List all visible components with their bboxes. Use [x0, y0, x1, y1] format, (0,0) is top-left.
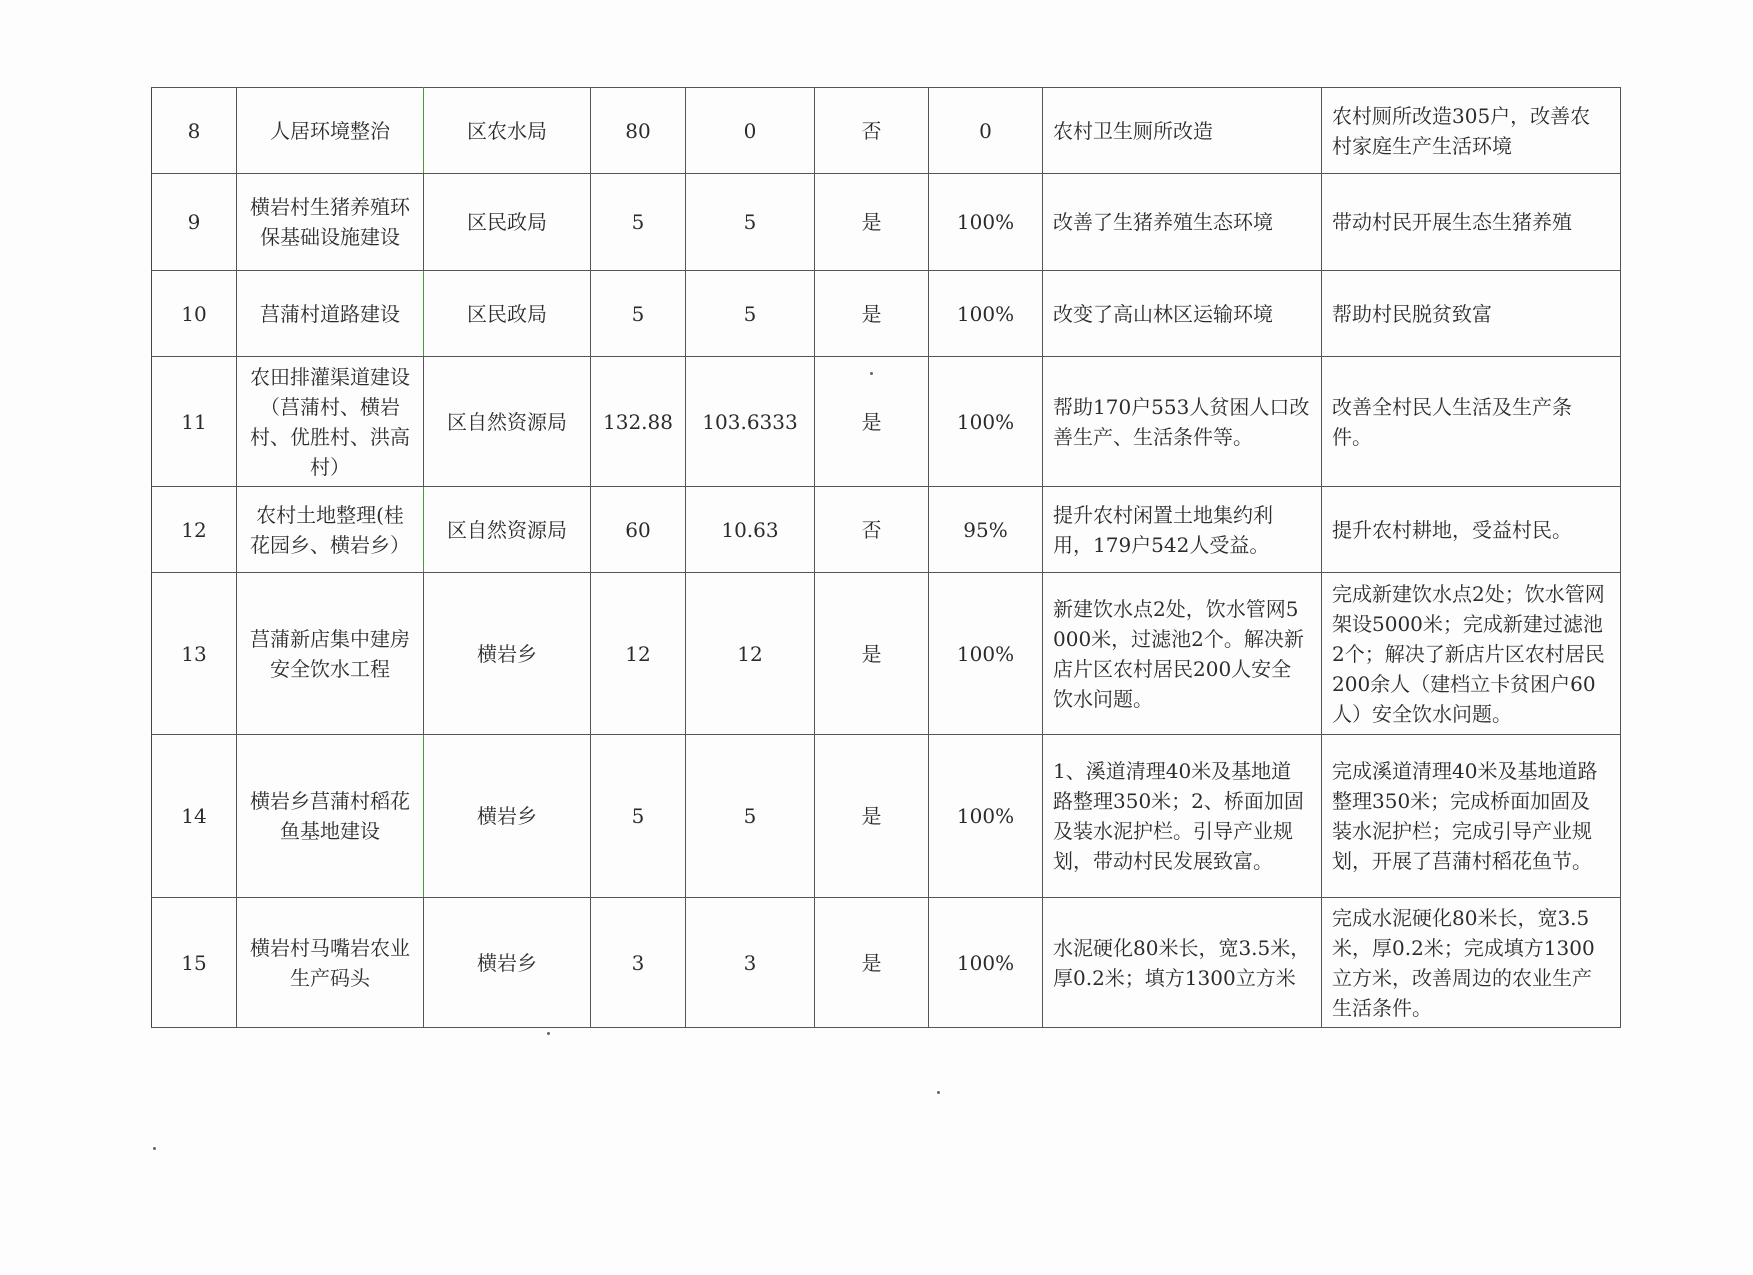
table-row — [152, 735, 1621, 898]
cell-department: 区民政局 — [424, 174, 591, 271]
cell-completion-rate: 100% — [929, 735, 1043, 898]
cell-department: 区自然资源局 — [424, 487, 591, 573]
cell-planned-fund: 5 — [591, 735, 686, 898]
cell-project-name: 莒蒲新店集中建房安全饮水工程 — [237, 573, 424, 735]
cell-department: 区自然资源局 — [424, 357, 591, 487]
cell-row-number: 14 — [152, 735, 237, 898]
table-row — [152, 271, 1621, 357]
cell-row-number: 13 — [152, 573, 237, 735]
cell-department: 横岩乡 — [424, 898, 591, 1028]
cell-construction-content: 1、溪道清理40米及基地道路整理350米；2、桥面加固及装水泥护栏。引导产业规划，带动村民发展致富。 — [1043, 735, 1322, 898]
cell-project-name: 农村土地整理(桂花园乡、横岩乡） — [237, 487, 424, 573]
table-body — [152, 88, 1621, 1028]
cell-planned-fund: 3 — [591, 898, 686, 1028]
cell-row-number: 8 — [152, 88, 237, 174]
cell-completion-rate: 100% — [929, 174, 1043, 271]
table-row — [152, 88, 1621, 174]
cell-benefit-result: 完成溪道清理40米及基地道路整理350米；完成桥面加固及装水泥护栏；完成引导产业规划，开展了莒蒲村稻花鱼节。 — [1322, 735, 1621, 898]
cell-benefit-result: 带动村民开展生态生猪养殖 — [1322, 174, 1621, 271]
cell-planned-fund: 60 — [591, 487, 686, 573]
cell-planned-fund: 132.88 — [591, 357, 686, 487]
cell-project-name: 横岩村生猪养殖环保基础设施建设 — [237, 174, 424, 271]
cell-construction-content: 改善了生猪养殖生态环境 — [1043, 174, 1322, 271]
cell-department: 横岩乡 — [424, 735, 591, 898]
table-row — [152, 174, 1621, 271]
cell-completion-rate: 100% — [929, 898, 1043, 1028]
cell-project-name: 莒蒲村道路建设 — [237, 271, 424, 357]
project-table — [151, 87, 1621, 1028]
cell-project-name: 农田排灌渠道建设（莒蒲村、横岩村、优胜村、洪高村） — [237, 357, 424, 487]
cell-completed-flag: 是 — [815, 174, 929, 271]
cell-actual-fund: 0 — [686, 88, 815, 174]
cell-completed-flag: 否 — [815, 487, 929, 573]
cell-benefit-result: 完成水泥硬化80米长，宽3.5米，厚0.2米；完成填方1300立方米，改善周边的农业生产生活条件。 — [1322, 898, 1621, 1028]
cell-completion-rate: 100% — [929, 271, 1043, 357]
table-row — [152, 573, 1621, 735]
cell-row-number: 11 — [152, 357, 237, 487]
cell-construction-content: 农村卫生厕所改造 — [1043, 88, 1322, 174]
cell-actual-fund: 12 — [686, 573, 815, 735]
cell-construction-content: 新建饮水点2处，饮水管网5000米，过滤池2个。解决新店片区农村居民200人安全饮水问题。 — [1043, 573, 1322, 735]
cell-completion-rate: 95% — [929, 487, 1043, 573]
cell-construction-content: 提升农村闲置土地集约利用，179户542人受益。 — [1043, 487, 1322, 573]
table-row — [152, 487, 1621, 573]
cell-department: 横岩乡 — [424, 573, 591, 735]
cell-project-name: 横岩村马嘴岩农业生产码头 — [237, 898, 424, 1028]
cell-planned-fund: 5 — [591, 271, 686, 357]
cell-benefit-result: 完成新建饮水点2处；饮水管网架设5000米；完成新建过滤池2个；解决了新店片区农村居民200余人（建档立卡贫困户60人）安全饮水问题。 — [1322, 573, 1621, 735]
cell-benefit-result: 改善全村民人生活及生产条件。 — [1322, 357, 1621, 487]
cell-project-name: 人居环境整治 — [237, 88, 424, 174]
cell-planned-fund: 5 — [591, 174, 686, 271]
cell-row-number: 9 — [152, 174, 237, 271]
cell-actual-fund: 5 — [686, 735, 815, 898]
cell-construction-content: 帮助170户553人贫困人口改善生产、生活条件等。 — [1043, 357, 1322, 487]
scan-speck — [153, 1147, 156, 1150]
cell-completed-flag: 是 — [815, 357, 929, 487]
cell-completion-rate: 100% — [929, 357, 1043, 487]
scan-speck — [547, 1032, 550, 1035]
cell-actual-fund: 103.6333 — [686, 357, 815, 487]
cell-department: 区民政局 — [424, 271, 591, 357]
cell-benefit-result: 提升农村耕地，受益村民。 — [1322, 487, 1621, 573]
table-row — [152, 898, 1621, 1028]
cell-project-name: 横岩乡莒蒲村稻花鱼基地建设 — [237, 735, 424, 898]
cell-construction-content: 改变了高山林区运输环境 — [1043, 271, 1322, 357]
cell-completion-rate: 0 — [929, 88, 1043, 174]
cell-completed-flag: 是 — [815, 898, 929, 1028]
cell-planned-fund: 80 — [591, 88, 686, 174]
scan-speck — [937, 1091, 940, 1094]
cell-row-number: 12 — [152, 487, 237, 573]
cell-completed-flag: 是 — [815, 573, 929, 735]
cell-completion-rate: 100% — [929, 573, 1043, 735]
table-row — [152, 357, 1621, 487]
cell-row-number: 15 — [152, 898, 237, 1028]
cell-actual-fund: 5 — [686, 174, 815, 271]
cell-benefit-result: 帮助村民脱贫致富 — [1322, 271, 1621, 357]
cell-completed-flag: 否 — [815, 88, 929, 174]
cell-department: 区农水局 — [424, 88, 591, 174]
cell-row-number: 10 — [152, 271, 237, 357]
cell-benefit-result: 农村厕所改造305户，改善农村家庭生产生活环境 — [1322, 88, 1621, 174]
cell-planned-fund: 12 — [591, 573, 686, 735]
cell-construction-content: 水泥硬化80米长，宽3.5米，厚0.2米；填方1300立方米 — [1043, 898, 1322, 1028]
cell-completed-flag: 是 — [815, 271, 929, 357]
cell-completed-flag: 是 — [815, 735, 929, 898]
scan-speck — [870, 372, 873, 375]
cell-actual-fund: 10.63 — [686, 487, 815, 573]
cell-actual-fund: 5 — [686, 271, 815, 357]
cell-actual-fund: 3 — [686, 898, 815, 1028]
